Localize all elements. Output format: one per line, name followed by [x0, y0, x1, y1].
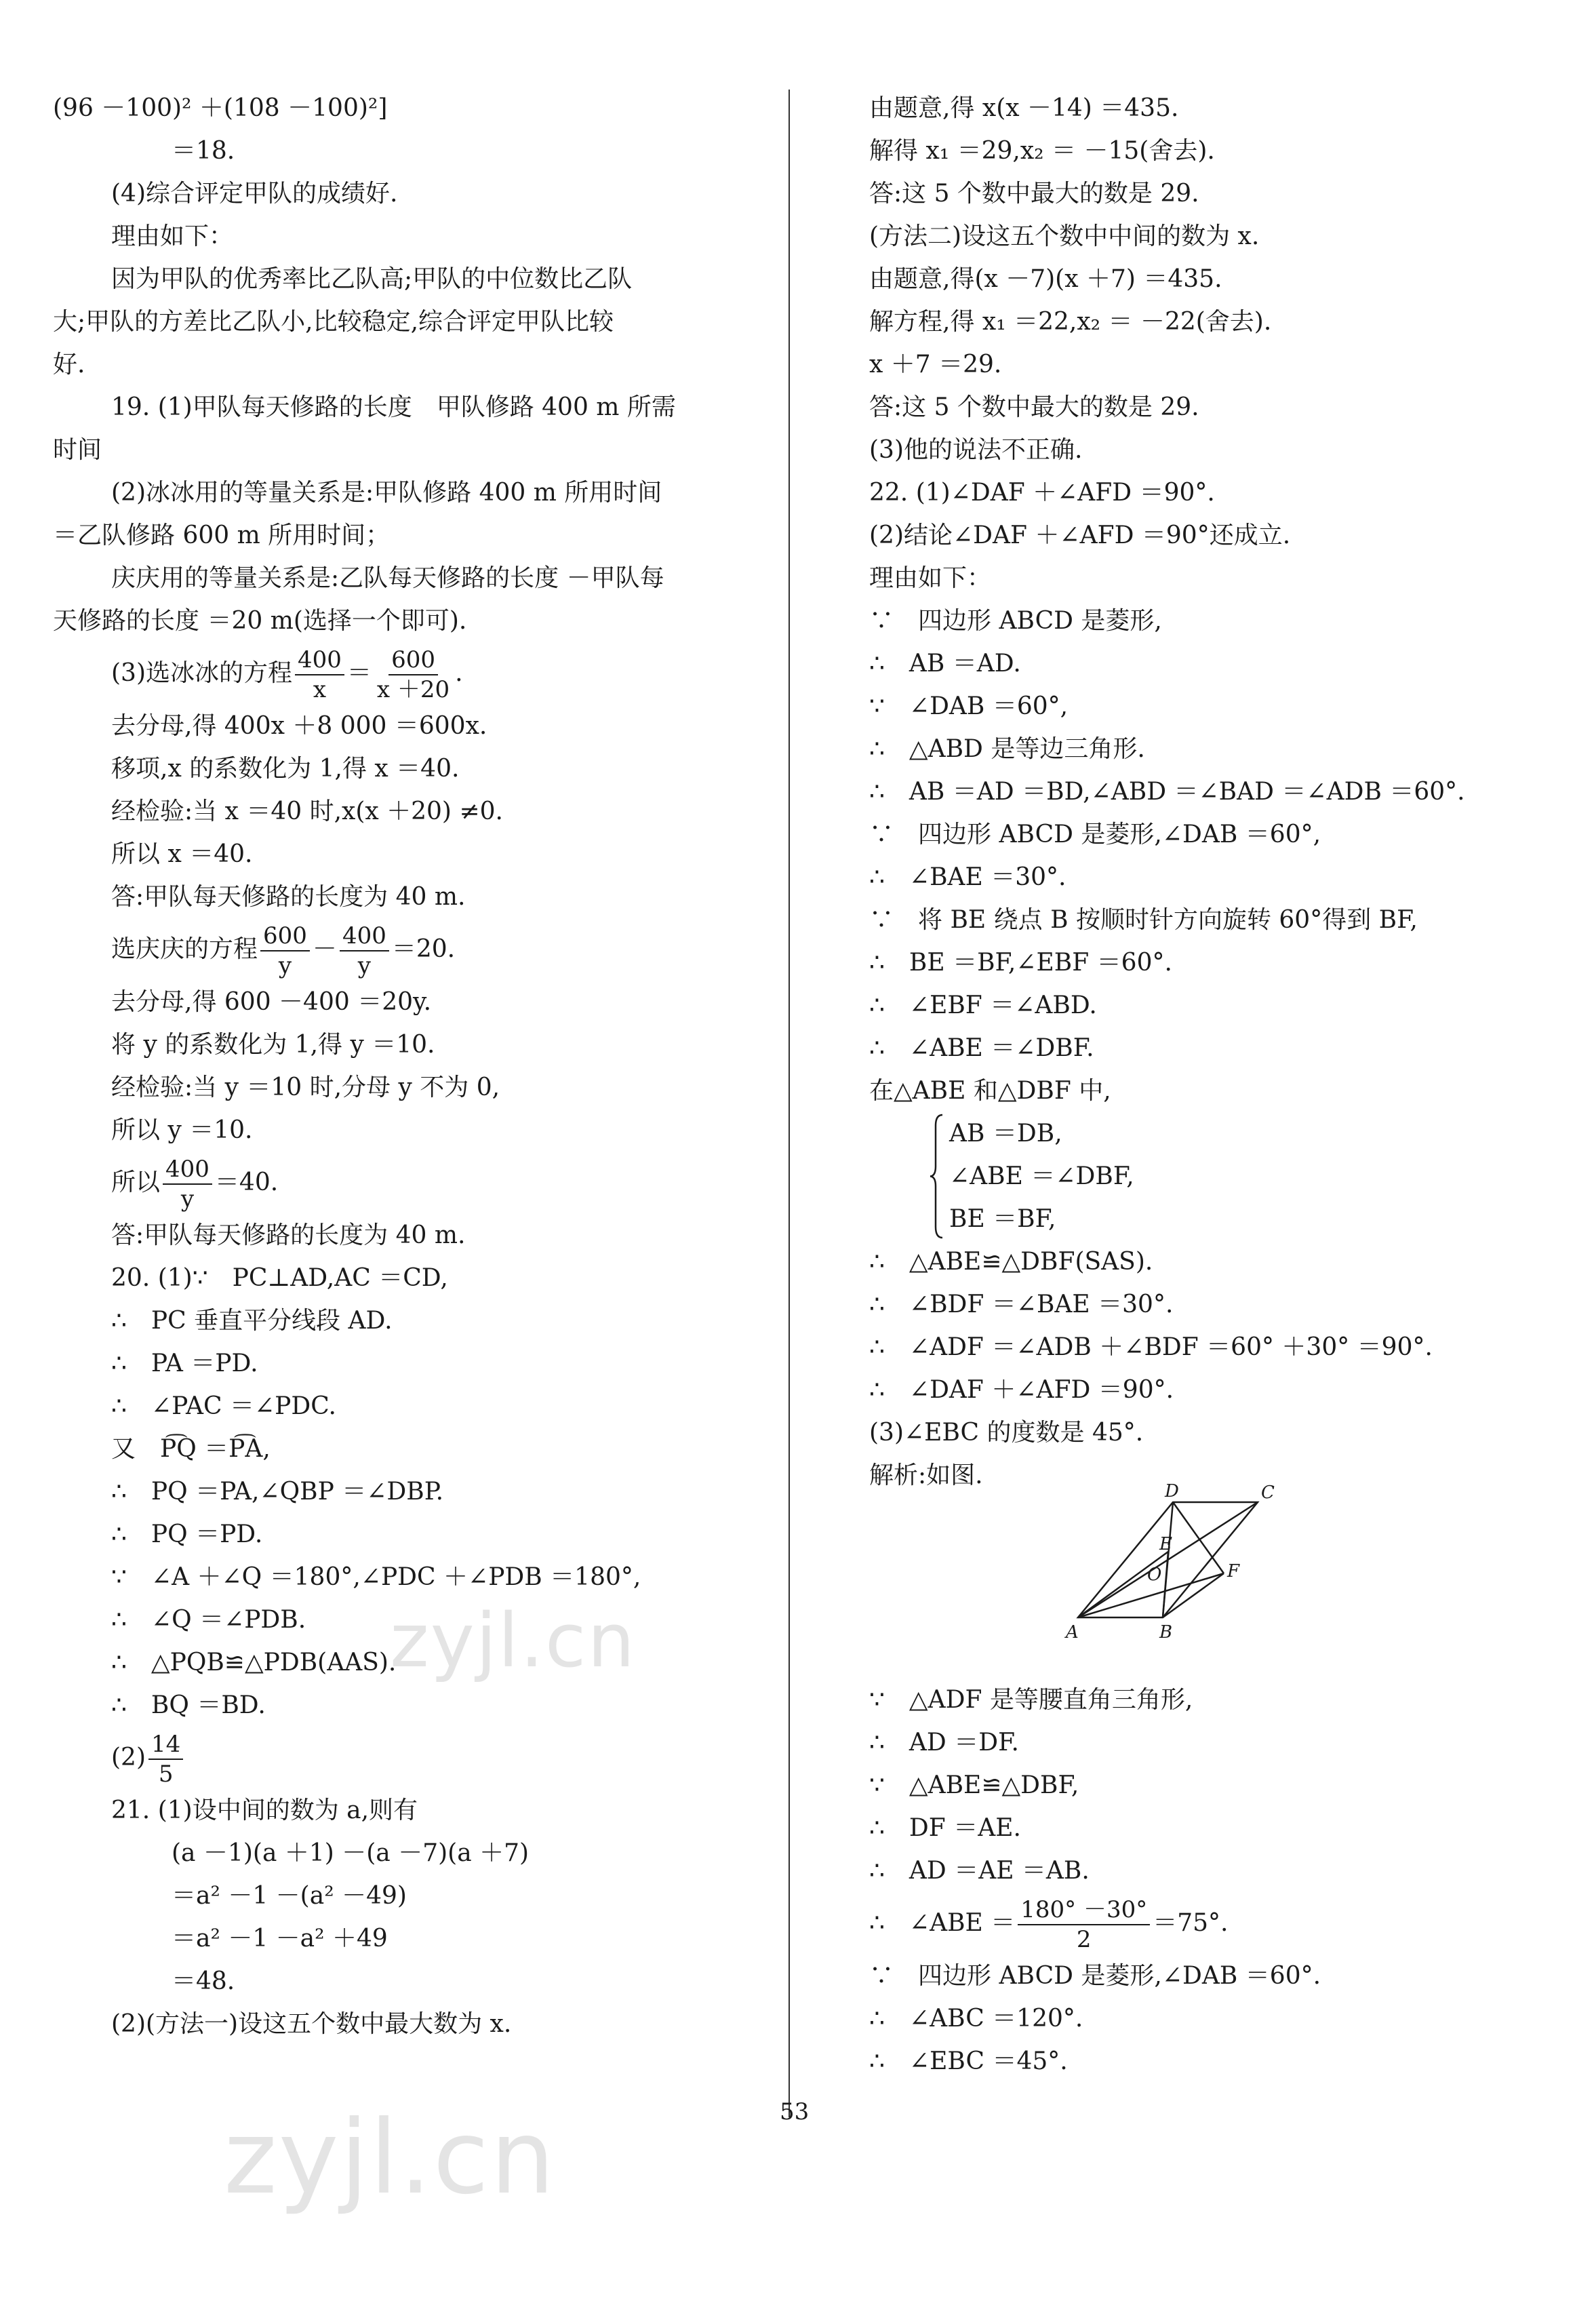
- text-line: ∵ ∠DAB ＝60°,: [869, 692, 1069, 720]
- text-line: (4)综合评定甲队的成绩好.: [111, 180, 398, 208]
- text-line: 答:甲队每天修路的长度为 40 m.: [111, 883, 466, 911]
- question-22-header: 22. (1)∠DAF ＋∠AFD ＝90°.: [869, 479, 1215, 507]
- text-line: 移项,x 的系数化为 1,得 x ＝40.: [111, 755, 460, 783]
- text-line: 解方程,得 x₁ ＝22,x₂ ＝ －22(舍去).: [869, 308, 1272, 336]
- system-item: BE ＝BF,: [949, 1205, 1056, 1233]
- text-line: ∴ AD ＝DF.: [869, 1729, 1019, 1756]
- text-line: (96 －100)² ＋(108 －100)²]: [53, 94, 388, 122]
- text-line: ∴ ∠ABE ＝∠DBF.: [869, 1034, 1094, 1062]
- text-line: 庆庆用的等量关系是:乙队每天修路的长度 －甲队每: [111, 564, 664, 592]
- text-line: ∴ ∠EBC ＝45°.: [869, 2047, 1068, 2075]
- system-item: AB ＝DB,: [949, 1120, 1062, 1147]
- text-line: ∴ ∠ADF ＝∠ADB ＋∠BDF ＝60° ＋30° ＝90°.: [869, 1333, 1433, 1361]
- text-line: (2)(方法一)设这五个数中最大数为 x.: [111, 2010, 512, 2038]
- text-line: ＝乙队修路 600 m 所用时间；: [53, 522, 391, 549]
- text-line: (2)结论∠DAF ＋∠AFD ＝90°还成立.: [869, 522, 1291, 549]
- equation-text: ＝75°.: [1153, 1909, 1229, 1937]
- text-line: 理由如下：: [869, 564, 992, 592]
- text-line: 答:这 5 个数中最大的数是 29.: [869, 180, 1199, 208]
- label-e: E: [1159, 1534, 1172, 1554]
- text-line: ∴ ∠ABC ＝120°.: [869, 2005, 1083, 2033]
- watermark: zyjl.cn: [224, 2099, 557, 2217]
- text-line: ＝18.: [172, 137, 235, 165]
- numerator: 400: [340, 922, 389, 951]
- denominator: 2: [1076, 1926, 1092, 1953]
- text-line: ＝48.: [172, 1967, 235, 1995]
- text-line: (方法二)设这五个数中中间的数为 x.: [869, 222, 1260, 250]
- text-line: 由题意,得(x －7)(x ＋7) ＝435.: [869, 265, 1222, 293]
- text-line: ∵ 将 BE 绕点 B 按顺时针方向旋转 60°得到 BF,: [869, 906, 1418, 934]
- text-line: ∴ ∠EBF ＝∠ABD.: [869, 992, 1097, 1019]
- text-line: ∴ PC 垂直平分线段 AD.: [111, 1307, 393, 1335]
- equation-text: ∴ ∠ABE ＝: [869, 1909, 1016, 1937]
- numerator: 180° －30°: [1018, 1896, 1150, 1925]
- rhombus-figure: [1058, 1482, 1288, 1645]
- equation-text: ＝20.: [391, 935, 456, 963]
- fraction: [295, 646, 344, 704]
- segment-df: [1173, 1502, 1224, 1573]
- numerator: 600: [260, 922, 310, 951]
- equals-sign: ＝: [346, 659, 372, 687]
- denominator: y: [180, 1185, 195, 1213]
- text-line: ∵ △ABE≌△DBF,: [869, 1771, 1079, 1799]
- equation-line: [53, 642, 765, 705]
- text-line: ∵ 四边形 ABCD 是菱形,∠DAB ＝60°.: [869, 1962, 1321, 1990]
- denominator: 5: [158, 1761, 174, 1788]
- page-number: 53: [780, 2098, 810, 2125]
- text-line: (2)冰冰用的等量关系是:甲队修路 400 m 所用时间: [111, 479, 662, 507]
- text-line: ∴ △ABE≌△DBF(SAS).: [869, 1248, 1153, 1276]
- text-line: ＝a² －1 －a² ＋49: [172, 1925, 388, 1952]
- text-line: ∵ 四边形 ABCD 是菱形,: [869, 607, 1162, 635]
- text-line: ∴ PA ＝PD.: [111, 1350, 258, 1377]
- numerator: 400: [163, 1155, 212, 1185]
- numerator: 600: [388, 646, 438, 675]
- equation-system: [869, 1112, 1547, 1240]
- text-line: x ＋7 ＝29.: [869, 351, 1002, 378]
- text-line: (a －1)(a ＋1) －(a －7)(a ＋7): [172, 1839, 530, 1867]
- equation-line: [53, 918, 765, 981]
- text-line: ∴ ∠PAC ＝∠PDC.: [111, 1392, 336, 1420]
- text-line: (3)他的说法不正确.: [869, 436, 1083, 464]
- text-line: 又 P͡Q ＝P͡A,: [111, 1435, 271, 1463]
- fraction: [148, 1730, 183, 1788]
- question-19-header: 19. (1)甲队每天修路的长度 甲队修路 400 m 所需: [111, 393, 676, 421]
- text-line: ＝a² －1 －(a² －49): [172, 1882, 407, 1910]
- equation-line: [53, 1727, 765, 1789]
- fraction: [374, 646, 452, 704]
- question-21-header: 21. (1)设中间的数为 a,则有: [111, 1797, 418, 1824]
- right-column: [869, 87, 1547, 2083]
- text-line: ∴ DF ＝AE.: [869, 1814, 1021, 1842]
- text-line: 好.: [53, 351, 85, 378]
- equation-line: [869, 1892, 1547, 1955]
- text-line: ∵ 四边形 ABCD 是菱形,∠DAB ＝60°,: [869, 821, 1321, 848]
- curly-brace-icon: [927, 1112, 945, 1240]
- text-line: ∴ AB ＝AD ＝BD,∠ABD ＝∠BAD ＝∠ADB ＝60°.: [869, 778, 1465, 806]
- text-line: 大;甲队的方差比乙队小,比较稳定,综合评定甲队比较: [53, 308, 614, 336]
- text-line: 解得 x₁ ＝29,x₂ ＝ －15(舍去).: [869, 137, 1215, 165]
- denominator: y: [357, 952, 371, 979]
- fraction: [1018, 1896, 1150, 1954]
- text-line: ∴ PQ ＝PA,∠QBP ＝∠DBP.: [111, 1478, 444, 1506]
- text-line: ∴ △ABD 是等边三角形.: [869, 735, 1145, 763]
- text-line: 解析:如图.: [869, 1461, 983, 1489]
- equation-text: 所以: [111, 1169, 161, 1196]
- system-item: ∠ABE ＝∠DBF,: [949, 1162, 1134, 1190]
- text-line: ∴ ∠Q ＝∠PDB.: [111, 1606, 306, 1634]
- denominator: y: [278, 952, 292, 979]
- system-items: [945, 1112, 1134, 1240]
- equation-text: 选庆庆的方程: [111, 935, 258, 963]
- label-o: O: [1147, 1565, 1162, 1585]
- label-b: B: [1159, 1622, 1173, 1643]
- equation-text: .: [455, 659, 463, 687]
- equation-text: (2): [111, 1744, 146, 1771]
- text-line: 理由如下：: [111, 222, 234, 250]
- text-line: 时间: [53, 436, 102, 464]
- text-line: 答:甲队每天修路的长度为 40 m.: [111, 1221, 466, 1249]
- text-line: 将 y 的系数化为 1,得 y ＝10.: [111, 1031, 435, 1059]
- text-line: 天修路的长度 ＝20 m(选择一个即可).: [53, 607, 467, 635]
- text-line: 经检验:当 x ＝40 时,x(x ＋20) ≠0.: [111, 798, 503, 825]
- minus-sign: －: [312, 935, 337, 963]
- text-line: 所以 x ＝40.: [111, 840, 253, 868]
- text-line: ∴ BE ＝BF,∠EBF ＝60°.: [869, 949, 1172, 977]
- text-line: 在△ABE 和△DBF 中,: [869, 1077, 1111, 1105]
- equation-line: [53, 1152, 765, 1214]
- text-line: (3)∠EBC 的度数是 45°.: [869, 1419, 1144, 1447]
- text-line: 所以 y ＝10.: [111, 1116, 253, 1144]
- denominator: x ＋20: [376, 676, 450, 703]
- equation-text: (3)选冰冰的方程: [111, 659, 292, 687]
- watermark: zyjl.cn: [390, 1597, 637, 1684]
- column-divider: [789, 90, 790, 2117]
- text-line: 去分母,得 400x ＋8 000 ＝600x.: [111, 712, 487, 740]
- text-line: 去分母,得 600 －400 ＝20y.: [111, 988, 432, 1016]
- text-line: ∴ BQ ＝BD.: [111, 1691, 266, 1719]
- left-column: [53, 87, 765, 2045]
- text-line: 因为甲队的优秀率比乙队高;甲队的中位数比乙队: [111, 265, 633, 293]
- text-line: ∴ ∠DAF ＋∠AFD ＝90°.: [869, 1376, 1174, 1404]
- text-line: 答:这 5 个数中最大的数是 29.: [869, 393, 1199, 421]
- numerator: 400: [295, 646, 344, 675]
- text-line: ∵ △ADF 是等腰直角三角形,: [869, 1686, 1193, 1714]
- text-line: ∴ ∠BAE ＝30°.: [869, 863, 1066, 891]
- fraction: [260, 922, 310, 980]
- equation-text: ＝40.: [214, 1169, 279, 1196]
- text-line: ∴ AB ＝AD.: [869, 650, 1021, 678]
- question-20-header: 20. (1)∵ PC⊥AD,AC ＝CD,: [111, 1264, 448, 1292]
- label-c: C: [1261, 1483, 1275, 1503]
- text-line: ∵ ∠A ＋∠Q ＝180°,∠PDC ＋∠PDB ＝180°,: [111, 1563, 641, 1591]
- text-line: 由题意,得 x(x －14) ＝435.: [869, 94, 1179, 122]
- label-d: D: [1165, 1482, 1179, 1501]
- label-f: F: [1227, 1561, 1240, 1582]
- fraction: [340, 922, 389, 980]
- text-line: 经检验:当 y ＝10 时,分母 y 不为 0,: [111, 1074, 500, 1101]
- denominator: x: [313, 676, 327, 703]
- label-a: A: [1066, 1622, 1079, 1643]
- fraction: [163, 1155, 212, 1213]
- text-line: ∴ AD ＝AE ＝AB.: [869, 1857, 1090, 1885]
- text-line: ∴ △PQB≌△PDB(AAS).: [111, 1649, 397, 1676]
- text-line: ∴ PQ ＝PD.: [111, 1520, 263, 1548]
- numerator: 14: [148, 1730, 183, 1760]
- text-line: ∴ ∠BDF ＝∠BAE ＝30°.: [869, 1291, 1174, 1318]
